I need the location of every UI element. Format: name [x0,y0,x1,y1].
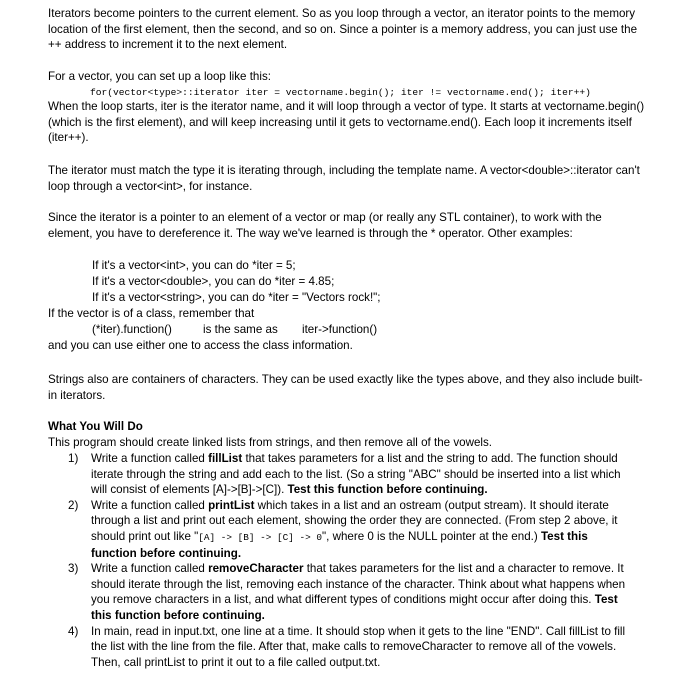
paragraph-iterators-intro: Iterators become pointers to the current element. So as you loop through a vector, an iterator points to the memory location of the first element, then the second, and so on. Since a pointer is a memory address, you can just use the ++ address to increment it to the next element. [48,7,638,52]
list-item-number: 2) [68,498,79,512]
paragraph-dereference: Since the iterator is a pointer to an element of a vector or map (or really any STL container), to work with the element, you have to dereference it. The way we've learned is through the * operator. Other examples: [48,211,602,240]
example-int: If it's a vector<int>, you can do *iter = 5; [92,259,296,272]
class-deref-form: (*iter).function() [92,323,172,336]
class-lead: If the vector is of a class, remember that [48,307,255,320]
class-tail: and you can use either one to access the class information. [48,339,353,352]
class-equivalence: is the same as [203,323,278,336]
list-item [68,498,628,561]
task-list [68,451,628,670]
list-item [68,561,628,623]
list-item [68,451,628,498]
paragraph-vector-loop-lead: For a vector, you can set up a loop like this: [48,70,271,83]
section-lead: This program should create linked lists from strings, and then remove all of the vowels. [48,436,492,449]
list-item-number: 4) [68,624,79,638]
example-string: If it's a vector<string>, you can do *iter = "Vectors rock!"; [92,291,381,304]
list-item-text: Write a function called printList which takes in a list and an ostream (output stream). It should iterate through a list and print out each element, showing the order they are connected. (From step 2 above, it should print out like "[A] -> [B] -> [C] -> 0", where 0 is the NULL pointer at the end.) Test this function before continuing. [91,498,618,560]
section-heading: What You Will Do [48,420,143,433]
class-arrow-form: iter->function() [302,323,378,336]
example-double: If it's a vector<double>, you can do *iter = 4.85; [92,275,335,288]
code-for-loop: for(vector<type>::iterator iter = vectorname.begin(); iter != vectorname.end(); iter++) [90,87,591,98]
paragraph-strings: Strings also are containers of characters. They can be used exactly like the types above, and they also include built-in iterators. [48,373,643,402]
list-item-text: Write a function called removeCharacter that takes parameters for the list and a character to remove. It should iterate through the list, removing each instance of the character. Think about what happens when you remove characters in a list, and what different types of conditions might occur after doing this. Test this function before continuing. [91,562,626,622]
list-item-number: 3) [68,562,79,576]
list-item [68,624,628,671]
paragraph-iterator-type: The iterator must match the type it is iterating through, including the template name. A vector<double>::iterator can't loop through a vector<int>, for instance. [48,164,640,193]
list-item-text: In main, read in input.txt, one line at a time. It should stop when it gets to the line "END". Call fillList to fill the list with the line from the file. After that, make calls to removeCharacter to remove all of the vowels. Then, call printList to print it out to a file called output.txt. [91,624,626,669]
paragraph-loop-explanation: When the loop starts, iter is the iterator name, and it will loop through a vector of type. It starts at vectorname.begin() (which is the first element), and will keep increasing until it gets to vectorname.end(). Each loop it increments itself (iter++). [48,100,645,145]
list-item-text: Write a function called fillList that takes parameters for a list and the string to add. The function should iterate through the string and add each to the list. (So a string "ABC" should be inserted into a list which will consist of elements [A]->[B]->[C]). Test this function before continuing. [91,452,621,497]
list-item-number: 1) [68,452,79,465]
